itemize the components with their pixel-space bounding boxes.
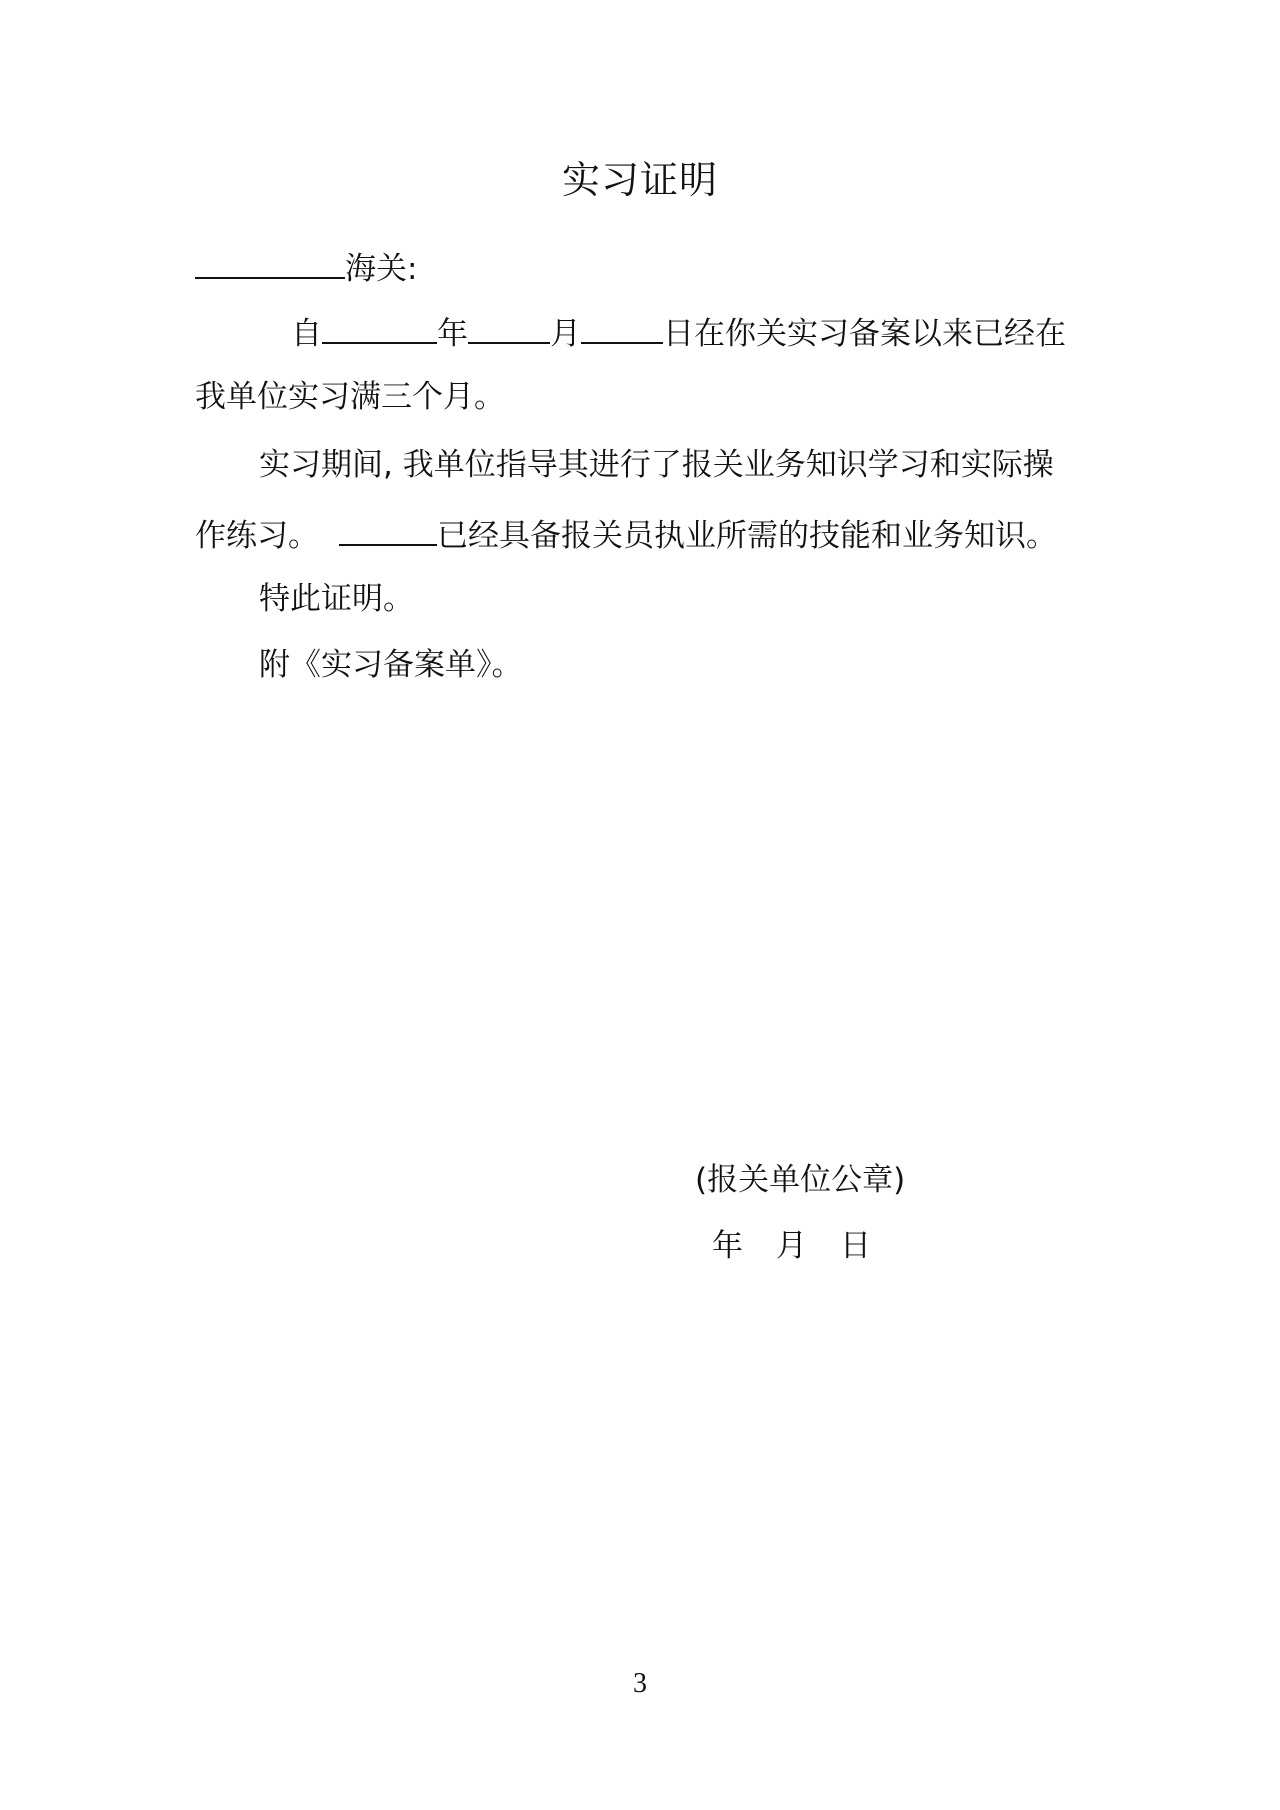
seal-label: (报关单位公章) [695, 1162, 906, 1198]
paragraph-1-line-1 [291, 308, 1066, 356]
signature-date [712, 1224, 871, 1268]
page-number: 3 [633, 1668, 647, 1699]
paragraph-2-prefix: 作练习。 [195, 518, 319, 554]
date-day: 日 [840, 1228, 871, 1264]
attachment-line: 附《实习备案单》。 [259, 647, 523, 683]
from-label: 自 [291, 316, 322, 352]
day-blank [581, 308, 663, 344]
date-year: 年 [712, 1228, 743, 1264]
customs-name-blank [195, 243, 345, 279]
paragraph-1-text: 日在你关实习备案以来已经在 [663, 316, 1066, 352]
month-blank [468, 308, 550, 344]
year-label: 年 [437, 316, 468, 352]
intern-name-blank [339, 510, 437, 546]
document-title: 实习证明 [561, 158, 718, 202]
month-label: 月 [550, 316, 581, 352]
addressee-suffix: 海关: [345, 251, 418, 287]
addressee-line [195, 243, 417, 291]
paragraph-2-text: 已经具备报关员执业所需的技能和业务知识。 [437, 518, 1057, 554]
year-blank [322, 308, 437, 344]
certify-line: 特此证明。 [259, 581, 414, 617]
paragraph-1-line-2: 我单位实习满三个月。 [195, 379, 505, 415]
paragraph-2-line-2 [195, 510, 1057, 558]
date-month: 月 [776, 1228, 807, 1264]
paragraph-2-line-1: 实习期间, 我单位指导其进行了报关业务知识学习和实际操 [259, 447, 1054, 483]
